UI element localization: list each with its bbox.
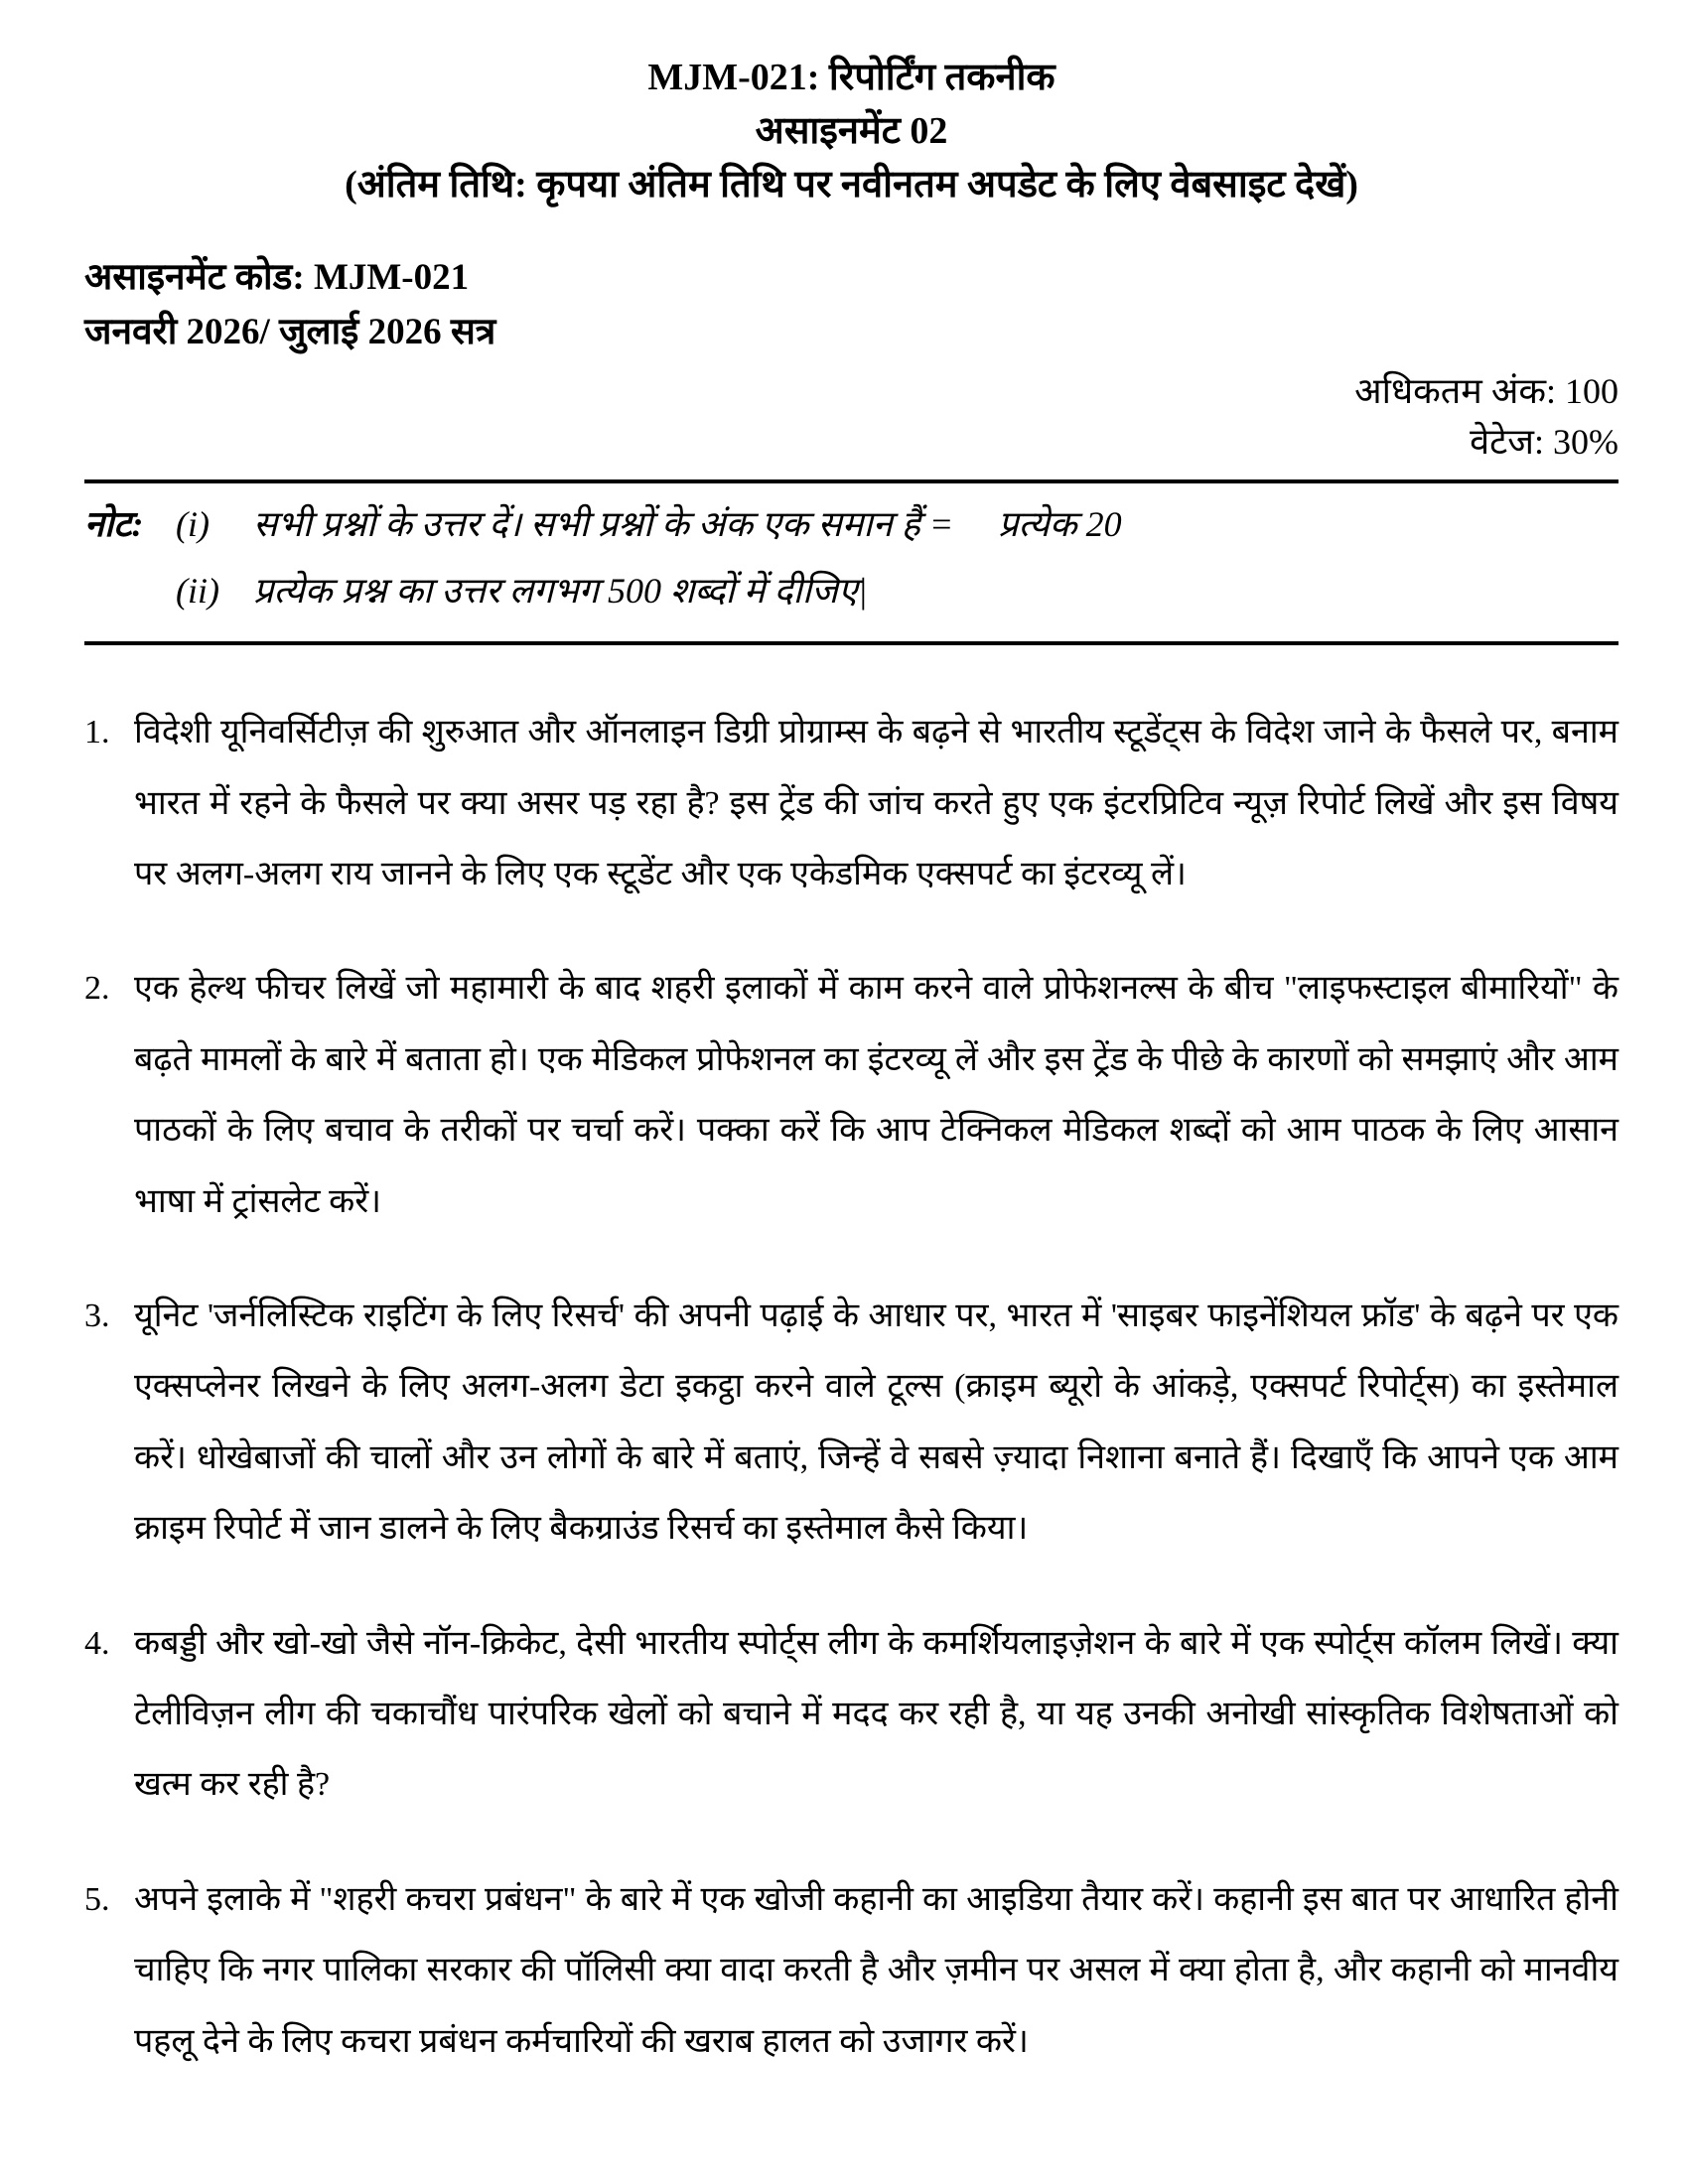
question-item-4: [84, 1608, 1618, 1821]
question-list: [84, 697, 1618, 2077]
note-label: नोट:: [84, 504, 144, 545]
marks-meta: [84, 366, 1618, 468]
question-text: विदेशी यूनिवर्सिटीज़ की शुरुआत और ऑनलाइन डिग्री प्रोग्राम्स के बढ़ने से भारतीय स्टूडेंट्स के विदेश जाने के फैसले पर, बनाम भारत में रहने के फैसले पर क्या असर पड़ रहा है? इस ट्रेंड की जांच करते हुए एक इंटरप्रिटिव न्यूज़ रिपोर्ट लिखें और इस विषय पर अलग-अलग राय जानने के लिए एक स्टूडेंट और एक एकेडमिक एक्सपर्ट का इंटरव्यू लें।: [134, 714, 1618, 893]
document-header: [84, 52, 1618, 212]
question-number: 4.: [84, 1624, 110, 1662]
max-marks: अधिकतम अंक: 100: [1354, 370, 1618, 411]
question-text: एक हेल्थ फीचर लिखें जो महामारी के बाद शहरी इलाकों में काम करने वाले प्रोफेशनल्स के बीच "लाइफस्टाइल बीमारियों" के बढ़ते मामलों के बारे में बताता हो। एक मेडिकल प्रोफेशनल का इंटरव्यू लें और इस ट्रेंड के पीछे के कारणों को समझाएं और आम पाठकों के लिए बचाव के तरीकों पर चर्चा करें। पक्का करें कि आप टेक्निकल मेडिकल शब्दों को आम पाठक के लिए आसान भाषा में ट्रांसलेट करें।: [134, 970, 1618, 1220]
session-label: जनवरी 2026/ जुलाई 2026 सत्र: [84, 312, 496, 353]
question-number: 2.: [84, 970, 110, 1008]
assignment-code: असाइनमेंट कोड: MJM-021: [84, 256, 470, 298]
question-item-2: [84, 953, 1618, 1237]
question-item-1: [84, 697, 1618, 909]
course-title: MJM-021: रिपोर्टिंग तकनीक: [647, 57, 1055, 98]
note-text-ii: प्रत्येक प्रश्न का उत्तर लगभग 500 शब्दों में दीजिए|: [253, 570, 868, 611]
note-box: [84, 479, 1618, 645]
question-number: 1.: [84, 714, 110, 751]
question-number: 5.: [84, 1880, 110, 1918]
note-marker-ii: (ii): [176, 570, 219, 611]
question-item-3: [84, 1281, 1618, 1565]
question-number: 3.: [84, 1297, 110, 1334]
question-text: यूनिट 'जर्नलिस्टिक राइटिंग के लिए रिसर्च' की अपनी पढ़ाई के आधार पर, भारत में 'साइबर फाइनेंशियल फ्रॉड' के बढ़ने पर एक एक्सप्लेनर लिखने के लिए अलग-अलग डेटा इकट्ठा करने वाले टूल्स (क्राइम ब्यूरो के आंकड़े, एक्सपर्ट रिपोर्ट्स) का इस्तेमाल करें। धोखेबाजों की चालों और उन लोगों के बारे में बताएं, जिन्हें वे सबसे ज़्यादा निशाना बनाते हैं। दिखाएँ कि आपने एक आम क्राइम रिपोर्ट में जान डालने के लिए बैकग्राउंड रिसर्च का इस्तेमाल कैसे किया।: [134, 1297, 1618, 1548]
note-text-i: सभी प्रश्नों के उत्तर दें। सभी प्रश्नों के अंक एक समान हैं = प्रत्येक 20: [253, 504, 1122, 545]
question-text: अपने इलाके में "शहरी कचरा प्रबंधन" के बारे में एक खोजी कहानी का आइडिया तैयार करें। कहानी इस बात पर आधारित होनी चाहिए कि नगर पालिका सरकार की पॉलिसी क्या वादा करती है और ज़मीन पर असल में क्या होता है, और कहानी को मानवीय पहलू देने के लिए कचरा प्रबंधन कर्मचारियों की खराब हालत को उजागर करें।: [134, 1880, 1618, 2060]
note-line-1: [84, 491, 1618, 558]
deadline-note: (अंतिम तिथि: कृपया अंतिम तिथि पर नवीनतम अपडेट के लिए वेबसाइट देखें): [345, 163, 1358, 205]
assignment-subtitle: असाइनमेंट 02: [755, 109, 948, 152]
assignment-meta: [84, 250, 1618, 360]
question-text: कबड्डी और खो-खो जैसे नॉन-क्रिकेट, देसी भारतीय स्पोर्ट्स लीग के कमर्शियलाइज़ेशन के बारे में एक स्पोर्ट्स कॉलम लिखें। क्या टेलीविज़न लीग की चकाचौंध पारंपरिक खेलों को बचाने में मदद कर रही है, या यह उनकी अनोखी सांस्कृतिक विशेषताओं को खत्म कर रही है?: [134, 1624, 1618, 1804]
question-item-5: [84, 1864, 1618, 2077]
note-line-2: [84, 558, 1618, 624]
note-marker-i: (i): [176, 504, 210, 545]
weightage: वेटेज: 30%: [1470, 421, 1618, 462]
